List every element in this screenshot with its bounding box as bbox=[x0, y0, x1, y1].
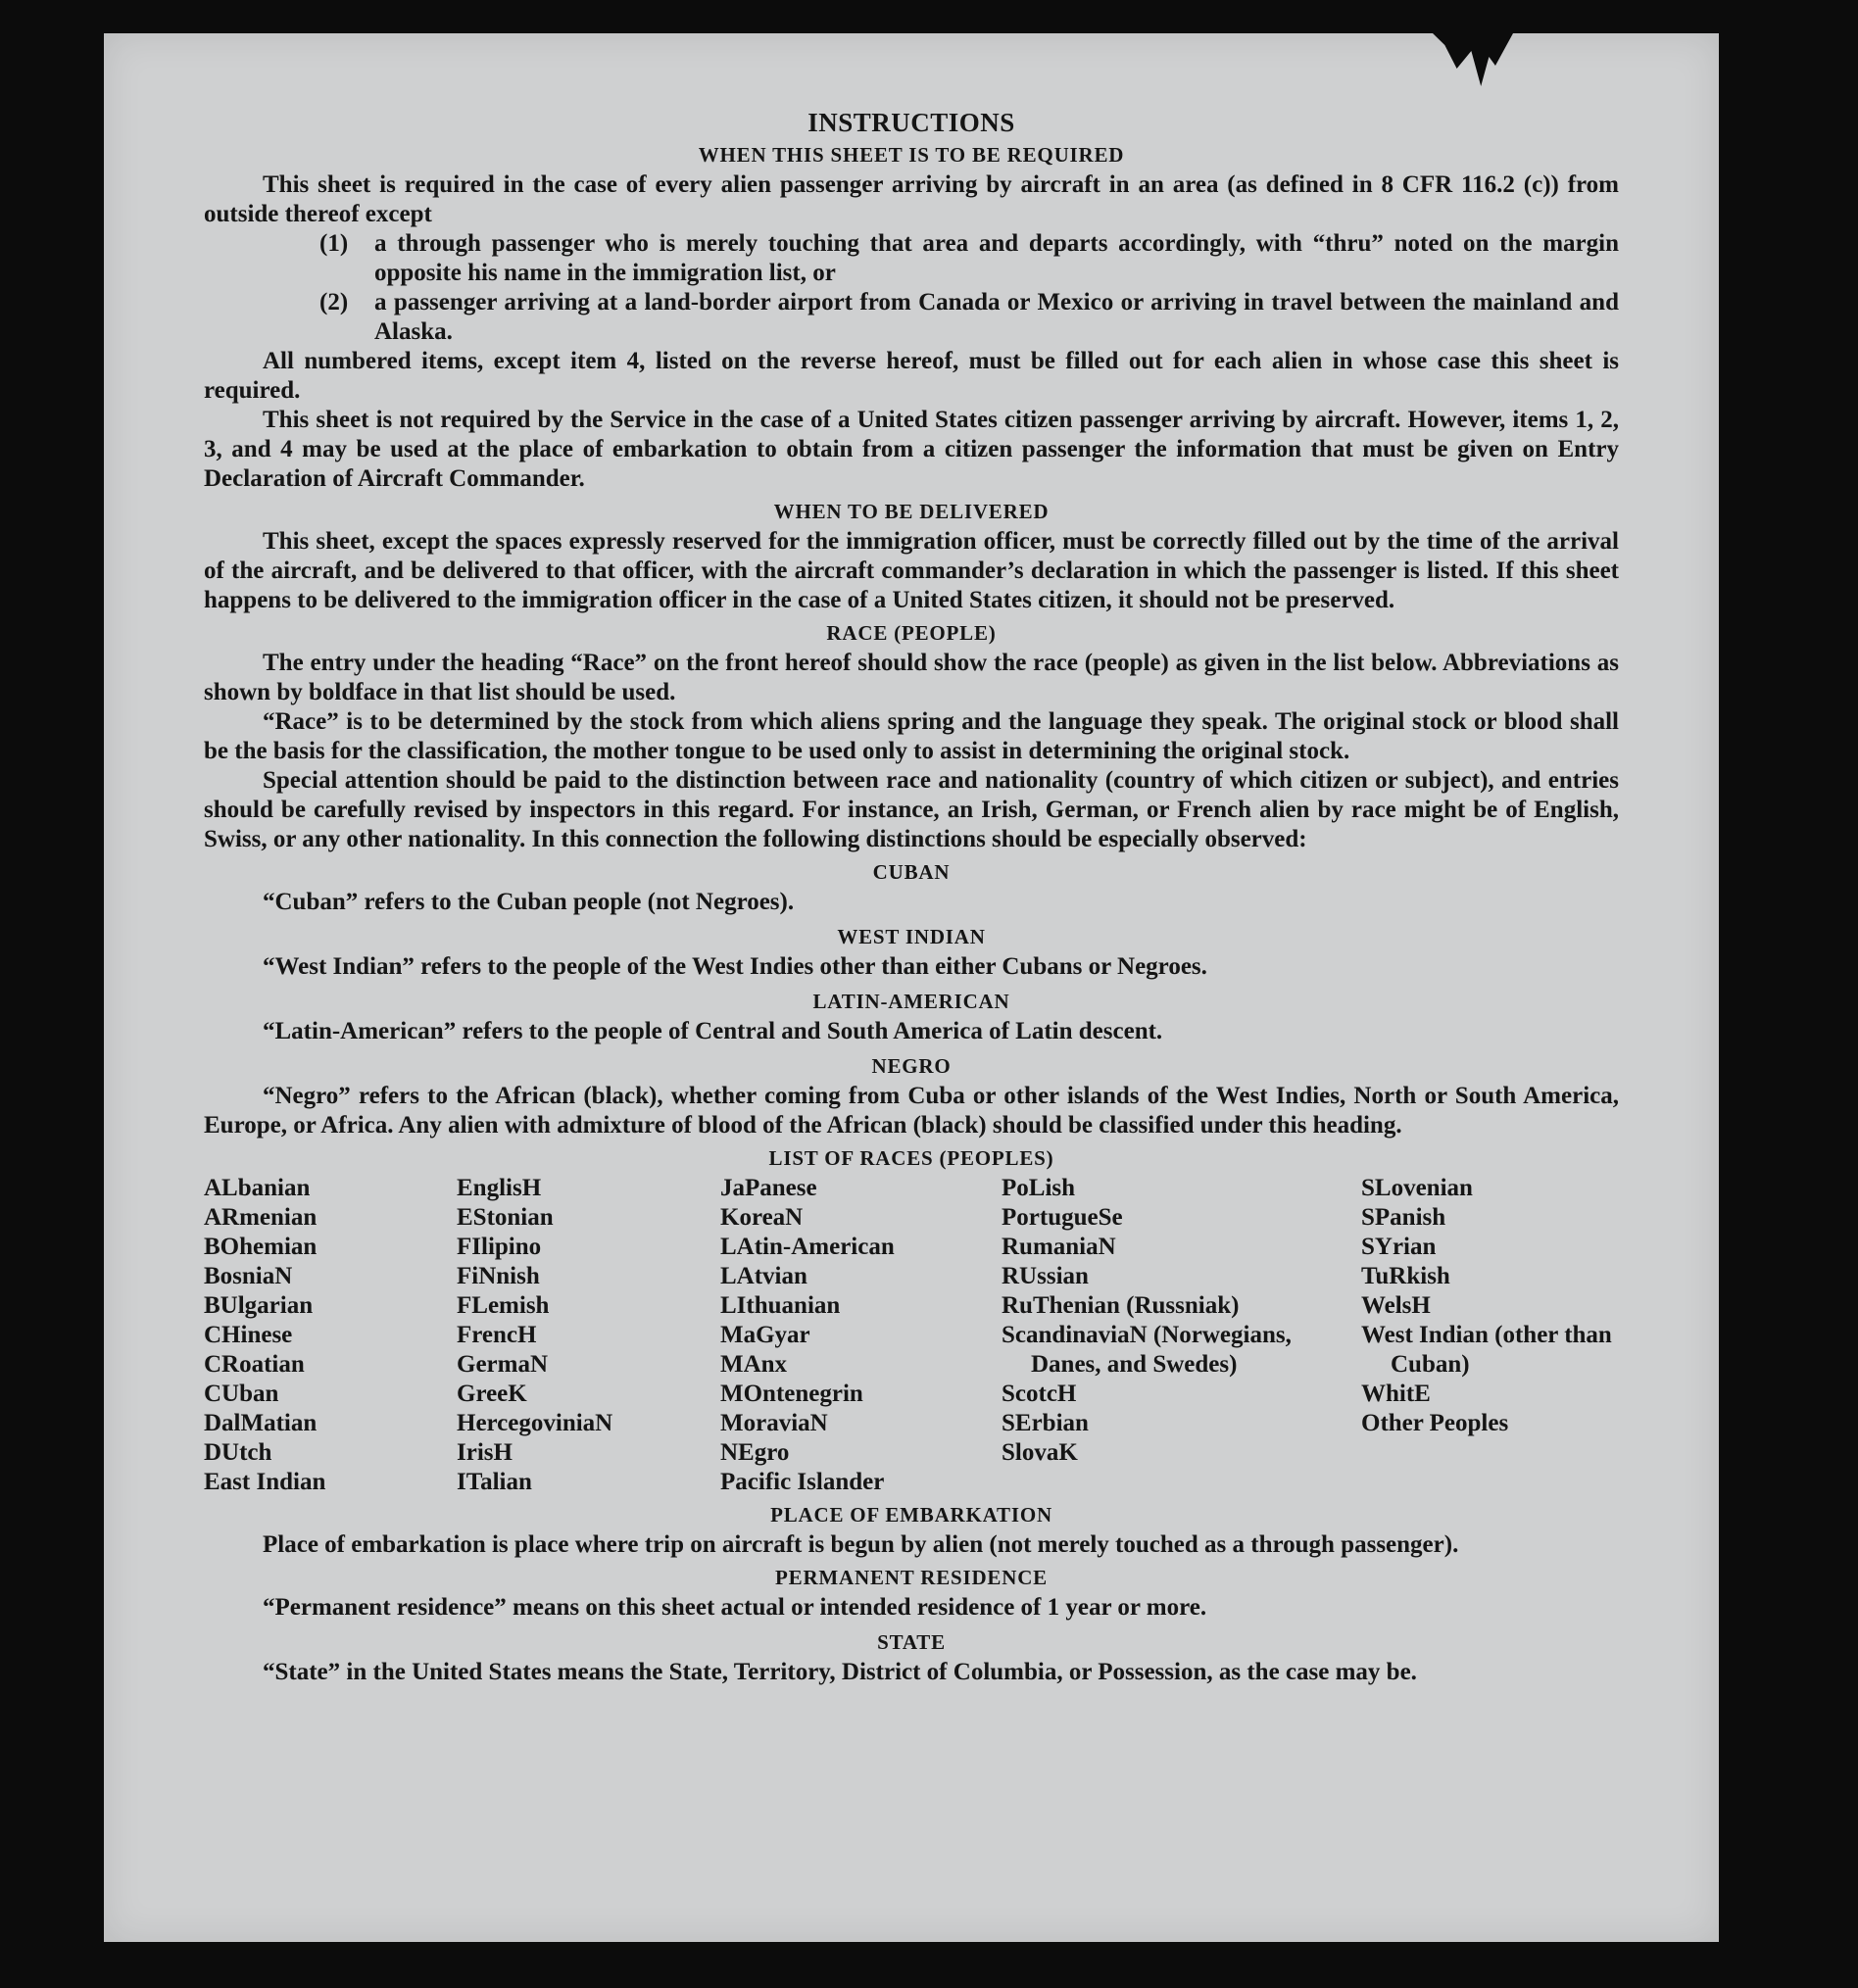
races-column bbox=[1361, 1174, 1619, 1497]
race-entry: PortugueSe bbox=[1002, 1204, 1123, 1231]
race-entry: HercegoviniaN bbox=[457, 1410, 613, 1436]
race-entry: FrencH bbox=[457, 1322, 537, 1348]
race-entry: PoLish bbox=[1002, 1175, 1076, 1201]
race-entry: EnglisH bbox=[457, 1175, 542, 1201]
race-entry: DUtch bbox=[204, 1439, 272, 1466]
heading-state: STATE bbox=[877, 1630, 946, 1654]
page-title: INSTRUCTIONS bbox=[807, 108, 1015, 137]
race-entry: ALbanian bbox=[204, 1175, 311, 1201]
race-entry: GreeK bbox=[457, 1381, 527, 1407]
paragraph-numbered-items: All numbered items, except item 4, listed on the reverse hereof, must be filled out for each alien in whose case this sheet is required. bbox=[204, 348, 1619, 404]
paragraph-embarkation: Place of embarkation is place where trip on aircraft is begun by alien (not merely touched as a through passenger). bbox=[263, 1531, 1459, 1558]
exception-text: a through passenger who is merely touching that area and departs accordingly, with “thru” noted on the margin opposite his name in the immigration list, or bbox=[374, 230, 1619, 286]
race-entry: RUssian bbox=[1002, 1263, 1089, 1289]
race-entry: WhitE bbox=[1361, 1381, 1431, 1407]
heading-when-delivered: WHEN TO BE DELIVERED bbox=[773, 500, 1050, 523]
races-column bbox=[720, 1174, 1002, 1497]
race-entry: RumaniaN bbox=[1002, 1234, 1116, 1260]
exception-item bbox=[319, 288, 1619, 347]
race-entry: SErbian bbox=[1002, 1410, 1089, 1436]
race-entry: MaGyar bbox=[720, 1322, 810, 1348]
paragraph-state: “State” in the United States means the State, Territory, District of Columbia, or Possession, as the case may be. bbox=[263, 1659, 1417, 1685]
race-entry: SPanish bbox=[1361, 1204, 1446, 1231]
race-entry: WelsH bbox=[1361, 1292, 1431, 1319]
race-entry: FLemish bbox=[457, 1292, 550, 1319]
exception-number: (1) bbox=[319, 230, 349, 257]
race-entry: LAtvian bbox=[720, 1263, 807, 1289]
definition-west-indian: “West Indian” refers to the people of the West Indies other than either Cubans or Negroes. bbox=[263, 953, 1207, 980]
races-column bbox=[1002, 1174, 1361, 1497]
heading-cuban: CUBAN bbox=[872, 860, 951, 884]
race-entry: Pacific Islander bbox=[720, 1469, 885, 1495]
race-entry: CRoatian bbox=[204, 1351, 305, 1378]
race-entry: MoraviaN bbox=[720, 1410, 828, 1436]
races-column bbox=[204, 1174, 457, 1497]
definition-cuban: “Cuban” refers to the Cuban people (not Negroes). bbox=[263, 889, 795, 915]
race-entry: DalMatian bbox=[204, 1410, 318, 1436]
race-entry: KoreaN bbox=[720, 1204, 804, 1231]
definition-negro: “Negro” refers to the African (black), whether coming from Cuba or other islands of the West Indies, North or South America, Europe, or Africa. Any alien with admixture of blood of the African (black) should be classified under this heading. bbox=[204, 1083, 1619, 1139]
race-entry: MAnx bbox=[720, 1351, 788, 1378]
race-entry: BosniaN bbox=[204, 1263, 293, 1289]
heading-embarkation: PLACE OF EMBARKATION bbox=[770, 1503, 1052, 1527]
race-entry: FIlipino bbox=[457, 1234, 542, 1260]
exception-text: a passenger arriving at a land-border airport from Canada or Mexico or arriving in travel between the mainland and Alaska. bbox=[374, 289, 1619, 345]
race-entry: CHinese bbox=[204, 1322, 293, 1348]
heading-latin-american: LATIN-AMERICAN bbox=[812, 990, 1010, 1013]
heading-negro: NEGRO bbox=[871, 1054, 952, 1078]
paragraph-intro: This sheet is required in the case of every alien passenger arriving by aircraft in an area (as defined in 8 CFR 116.2 (c)) from outside thereof except bbox=[204, 171, 1619, 227]
races-column bbox=[457, 1174, 720, 1497]
race-entry: FiNnish bbox=[457, 1263, 540, 1289]
race-entry: ScotcH bbox=[1002, 1381, 1077, 1407]
races-list bbox=[204, 1174, 1619, 1497]
race-entry: MOntenegrin bbox=[720, 1381, 863, 1407]
race-entry: SLovenian bbox=[1361, 1175, 1473, 1201]
race-entry: CUban bbox=[204, 1381, 279, 1407]
race-entry: Other Peoples bbox=[1361, 1410, 1509, 1436]
race-entry: NEgro bbox=[720, 1439, 790, 1466]
race-entry: West Indian (other than Cuban) bbox=[1361, 1322, 1612, 1378]
paragraph-race: Special attention should be paid to the distinction between race and nationality (country of which citizen or subject), and entries should be carefully revised by inspectors in this regard. For instance, an Irish, German, or French alien by race might be of English, Swiss, or any other nationality. In this connection the following distinctions should be especially observed: bbox=[204, 767, 1619, 852]
paragraph-citizen: This sheet is not required by the Service in the case of a United States citizen passenger arriving by aircraft. However, items 1, 2, 3, and 4 may be used at the place of embarkation to obtain from a citizen passenger the information that must be given on Entry Declaration of Aircraft Commander. bbox=[204, 407, 1619, 492]
race-entry: EStonian bbox=[457, 1204, 554, 1231]
heading-west-indian: WEST INDIAN bbox=[837, 925, 986, 948]
paragraph-delivered: This sheet, except the spaces expressly reserved for the immigration officer, must be correctly filled out by the time of the arrival of the aircraft, and be delivered to that officer, with the aircraft commander’s declaration in which the passenger is listed. If this sheet happens to be delivered to the immigration officer in the case of a United States citizen, it should not be preserved. bbox=[204, 528, 1619, 613]
paragraph-race: “Race” is to be determined by the stock from which aliens spring and the language they speak. The original stock or blood shall be the basis for the classification, the mother tongue to be used only to assist in determining the original stock. bbox=[204, 708, 1619, 764]
race-entry: IrisH bbox=[457, 1439, 513, 1466]
exception-number: (2) bbox=[319, 289, 349, 315]
heading-list-of-races: LIST OF RACES (PEOPLES) bbox=[768, 1146, 1054, 1170]
instructions-text bbox=[204, 108, 1619, 1687]
race-entry: GermaN bbox=[457, 1351, 549, 1378]
heading-when-required: WHEN THIS SHEET IS TO BE REQUIRED bbox=[698, 143, 1125, 167]
race-entry: East Indian bbox=[204, 1469, 326, 1495]
paragraph-race: The entry under the heading “Race” on the front hereof should show the race (people) as given in the list below. Abbreviations as shown by boldface in that list should be used. bbox=[204, 650, 1619, 705]
race-entry: RuThenian (Russniak) bbox=[1002, 1292, 1240, 1319]
definition-latin-american: “Latin-American” refers to the people of Central and South America of Latin descent. bbox=[263, 1018, 1163, 1044]
race-entry: LIthuanian bbox=[720, 1292, 841, 1319]
race-entry: TuRkish bbox=[1361, 1263, 1450, 1289]
race-entry: BOhemian bbox=[204, 1234, 318, 1260]
race-entry: JaPanese bbox=[720, 1175, 817, 1201]
race-entry: SlovaK bbox=[1002, 1439, 1078, 1466]
race-entry: LAtin-American bbox=[720, 1234, 895, 1260]
heading-residence: PERMANENT RESIDENCE bbox=[775, 1566, 1048, 1589]
paragraph-residence: “Permanent residence” means on this sheet actual or intended residence of 1 year or more. bbox=[263, 1594, 1207, 1621]
race-entry: ITalian bbox=[457, 1469, 532, 1495]
race-entry: BUlgarian bbox=[204, 1292, 314, 1319]
race-entry: ARmenian bbox=[204, 1204, 318, 1231]
heading-race: RACE (PEOPLE) bbox=[826, 621, 997, 645]
exception-item bbox=[319, 229, 1619, 288]
race-entry: ScandinaviaN (Norwegians, Danes, and Swedes) bbox=[1002, 1322, 1292, 1378]
race-entry: SYrian bbox=[1361, 1234, 1437, 1260]
